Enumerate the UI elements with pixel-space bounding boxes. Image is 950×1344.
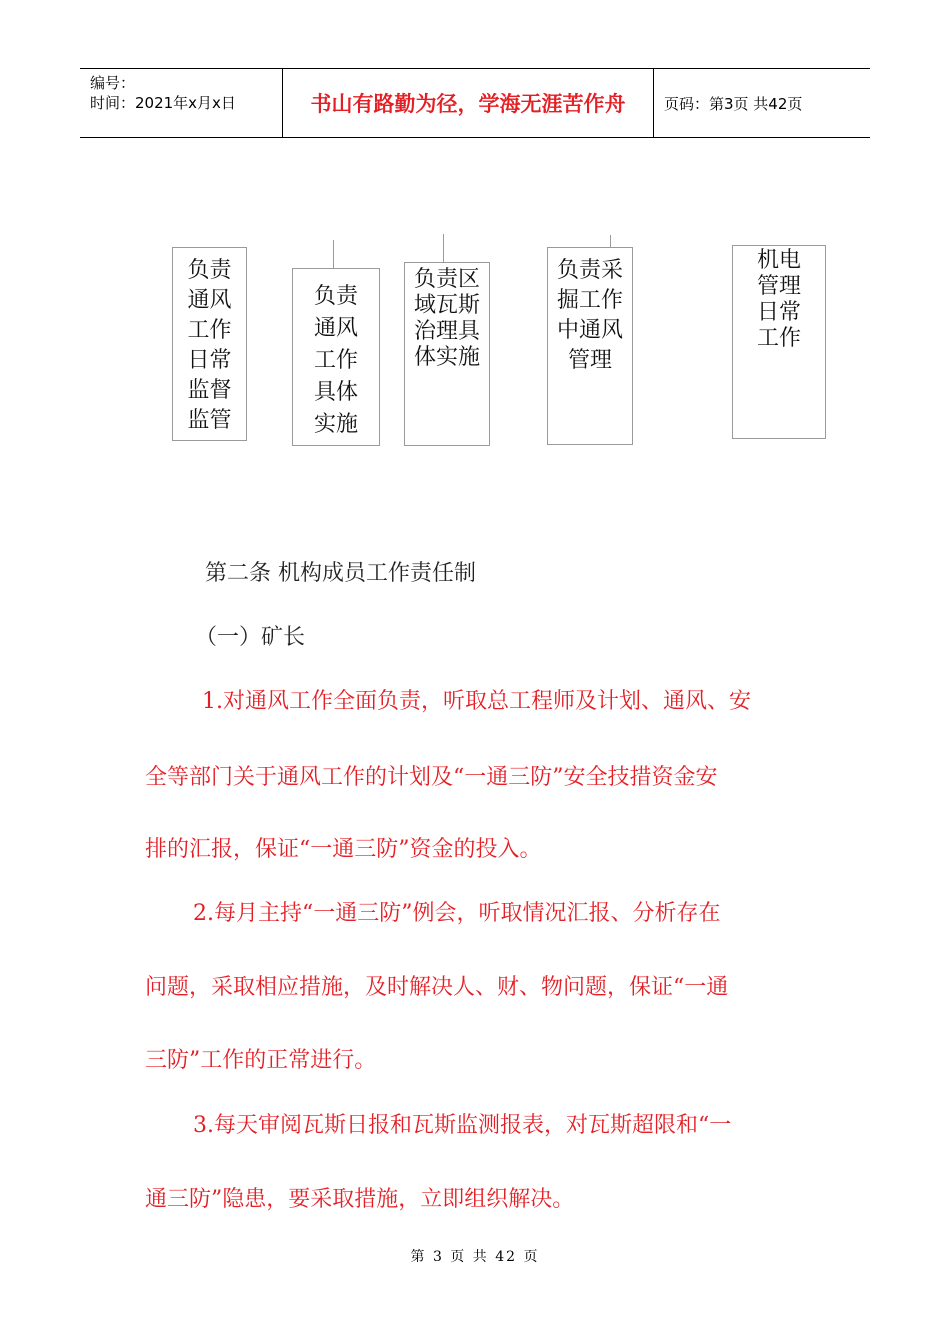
number-label: 编号： bbox=[90, 74, 136, 92]
page-footer: 第 3 页 共 42 页 bbox=[410, 1249, 540, 1265]
article-title: 第二条 机构成员工作责任制 bbox=[205, 561, 476, 586]
header-page-info: 页码：第3页 共42页 bbox=[664, 94, 803, 113]
time-label: 时间：2021年x月x日 bbox=[90, 94, 236, 112]
paragraph-2-line-2: 问题，采取相应措施，及时解决人、财、物问题，保证“一通 bbox=[145, 975, 729, 1000]
paragraph-2-line-3: 三防”工作的正常进行。 bbox=[145, 1048, 377, 1073]
paragraph-3-line-1: 3.每天审阅瓦斯日报和瓦斯监测报表，对瓦斯超限和“一 bbox=[193, 1113, 732, 1138]
paragraph-1-line-1: 1.对通风工作全面负责，听取总工程师及计划、通风、安 bbox=[202, 689, 751, 714]
header-motto: 书山有路勤为径，学海无涯苦作舟 bbox=[282, 69, 654, 137]
org-box-mining-ventilation: 负责采 掘工作 中通风 管理 bbox=[547, 247, 633, 445]
paragraph-2-line-1: 2.每月主持“一通三防”例会，听取情况汇报、分析存在 bbox=[193, 901, 721, 926]
connector-line bbox=[333, 240, 334, 268]
paragraph-3-line-2: 通三防”隐患，要采取措施，立即组织解决。 bbox=[145, 1187, 575, 1212]
page-header bbox=[80, 68, 870, 138]
header-left-cell bbox=[80, 69, 282, 137]
org-box-ventilation-supervision: 负责 通风 工作 日常 监督 监管 bbox=[172, 247, 247, 441]
org-box-electromechanical: 机电 管理 日常 工作 bbox=[732, 245, 826, 439]
org-box-ventilation-implementation: 负责 通风 工作 具体 实施 bbox=[292, 268, 380, 446]
connector-line bbox=[443, 234, 444, 262]
section-title: （一）矿长 bbox=[195, 625, 306, 650]
connector-line bbox=[610, 235, 611, 247]
paragraph-1-line-2: 全等部门关于通风工作的计划及“一通三防”安全技措资金安 bbox=[145, 765, 718, 790]
org-box-gas-control: 负责区 域瓦斯 治理具 体实施 bbox=[404, 262, 490, 446]
paragraph-1-line-3: 排的汇报，保证“一通三防”资金的投入。 bbox=[145, 837, 542, 862]
